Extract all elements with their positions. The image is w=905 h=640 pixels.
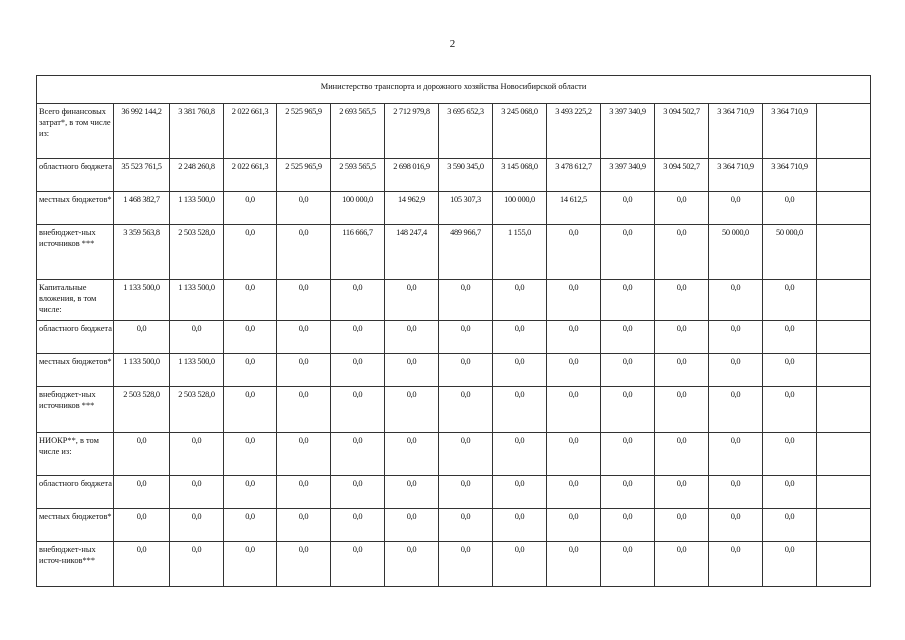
empty-cell (817, 476, 871, 509)
value-cell: 0,0 (277, 433, 331, 476)
table-row (37, 542, 871, 587)
value-cell: 0,0 (385, 542, 439, 587)
empty-cell (817, 159, 871, 192)
row-label: местных бюджетов* (37, 509, 114, 542)
value-cell: 100 000,0 (493, 192, 547, 225)
value-cell: 0,0 (277, 542, 331, 587)
value-cell: 0,0 (439, 476, 493, 509)
value-cell: 0,0 (601, 225, 655, 280)
row-label: внебюджет-ных источ-ников*** (37, 542, 114, 587)
value-cell: 0,0 (655, 354, 709, 387)
value-cell: 0,0 (331, 321, 385, 354)
value-cell: 489 966,7 (439, 225, 493, 280)
value-cell: 0,0 (114, 433, 170, 476)
value-cell: 0,0 (331, 387, 385, 433)
value-cell: 0,0 (709, 354, 763, 387)
value-cell: 0,0 (224, 387, 277, 433)
value-cell: 0,0 (709, 476, 763, 509)
value-cell: 0,0 (547, 542, 601, 587)
value-cell: 0,0 (763, 542, 817, 587)
value-cell: 2 022 661,3 (224, 159, 277, 192)
value-cell: 0,0 (709, 321, 763, 354)
value-cell: 0,0 (224, 354, 277, 387)
value-cell: 3 478 612,7 (547, 159, 601, 192)
value-cell: 0,0 (170, 476, 224, 509)
value-cell: 0,0 (277, 509, 331, 542)
value-cell: 2 698 016,9 (385, 159, 439, 192)
value-cell: 2 022 661,3 (224, 104, 277, 159)
value-cell: 0,0 (763, 433, 817, 476)
table-row (37, 104, 871, 159)
value-cell: 1 133 500,0 (170, 280, 224, 321)
value-cell: 0,0 (763, 280, 817, 321)
page-number: 2 (449, 38, 456, 50)
value-cell: 3 364 710,9 (709, 104, 763, 159)
value-cell: 2 503 528,0 (170, 225, 224, 280)
value-cell: 0,0 (331, 433, 385, 476)
value-cell: 0,0 (601, 509, 655, 542)
value-cell: 0,0 (170, 542, 224, 587)
empty-cell (817, 387, 871, 433)
table-row (37, 225, 871, 280)
value-cell: 2 693 565,5 (331, 104, 385, 159)
value-cell: 50 000,0 (763, 225, 817, 280)
value-cell: 0,0 (655, 192, 709, 225)
row-label: НИОКР**, в том числе из: (37, 433, 114, 476)
value-cell: 0,0 (493, 542, 547, 587)
value-cell: 0,0 (547, 354, 601, 387)
value-cell: 0,0 (655, 476, 709, 509)
value-cell: 0,0 (655, 387, 709, 433)
value-cell: 0,0 (170, 509, 224, 542)
value-cell: 1 133 500,0 (170, 354, 224, 387)
table-title: Министерство транспорта и дорожного хозяйства Новосибирской области (37, 76, 871, 104)
value-cell: 3 397 340,9 (601, 159, 655, 192)
empty-cell (817, 542, 871, 587)
value-cell: 1 133 500,0 (170, 192, 224, 225)
value-cell: 0,0 (547, 433, 601, 476)
value-cell: 3 359 563,8 (114, 225, 170, 280)
row-label: областного бюджета (37, 476, 114, 509)
value-cell: 0,0 (763, 509, 817, 542)
value-cell: 2 593 565,5 (331, 159, 385, 192)
value-cell: 0,0 (709, 192, 763, 225)
value-cell: 0,0 (439, 542, 493, 587)
table-row (37, 433, 871, 476)
value-cell: 0,0 (170, 433, 224, 476)
value-cell: 0,0 (385, 354, 439, 387)
value-cell: 2 248 260,8 (170, 159, 224, 192)
value-cell: 3 145 068,0 (493, 159, 547, 192)
value-cell: 0,0 (331, 280, 385, 321)
value-cell: 0,0 (655, 509, 709, 542)
value-cell: 0,0 (114, 321, 170, 354)
empty-cell (817, 433, 871, 476)
value-cell: 1 133 500,0 (114, 280, 170, 321)
value-cell: 2 503 528,0 (170, 387, 224, 433)
value-cell: 3 397 340,9 (601, 104, 655, 159)
value-cell: 0,0 (385, 321, 439, 354)
value-cell: 3 695 652,3 (439, 104, 493, 159)
row-label: внебюджет-ных источников *** (37, 387, 114, 433)
value-cell: 0,0 (224, 476, 277, 509)
row-label: Всего финансовых затрат*, в том числе из: (37, 104, 114, 159)
value-cell: 36 992 144,2 (114, 104, 170, 159)
value-cell: 0,0 (224, 542, 277, 587)
value-cell: 0,0 (601, 192, 655, 225)
value-cell: 105 307,3 (439, 192, 493, 225)
row-label: внебюджет-ных источников *** (37, 225, 114, 280)
row-label: Капитальные вложения, в том числе: (37, 280, 114, 321)
value-cell: 0,0 (763, 387, 817, 433)
value-cell: 0,0 (224, 433, 277, 476)
value-cell: 0,0 (493, 476, 547, 509)
value-cell: 0,0 (385, 433, 439, 476)
value-cell: 0,0 (385, 280, 439, 321)
value-cell: 0,0 (547, 225, 601, 280)
value-cell: 0,0 (547, 476, 601, 509)
value-cell: 0,0 (385, 509, 439, 542)
value-cell: 0,0 (709, 509, 763, 542)
value-cell: 2 712 979,8 (385, 104, 439, 159)
empty-cell (817, 354, 871, 387)
value-cell: 0,0 (547, 321, 601, 354)
value-cell: 14 962,9 (385, 192, 439, 225)
value-cell: 0,0 (709, 433, 763, 476)
value-cell: 14 612,5 (547, 192, 601, 225)
value-cell: 0,0 (277, 354, 331, 387)
value-cell: 0,0 (493, 433, 547, 476)
value-cell: 0,0 (601, 542, 655, 587)
value-cell: 0,0 (224, 225, 277, 280)
value-cell: 0,0 (439, 387, 493, 433)
value-cell: 0,0 (277, 387, 331, 433)
value-cell: 0,0 (601, 433, 655, 476)
table-row (37, 387, 871, 433)
value-cell: 0,0 (277, 280, 331, 321)
value-cell: 0,0 (439, 433, 493, 476)
table-row (37, 192, 871, 225)
value-cell: 35 523 761,5 (114, 159, 170, 192)
value-cell: 0,0 (331, 354, 385, 387)
value-cell: 3 364 710,9 (763, 159, 817, 192)
value-cell: 3 364 710,9 (763, 104, 817, 159)
value-cell: 2 503 528,0 (114, 387, 170, 433)
value-cell: 3 094 502,7 (655, 104, 709, 159)
value-cell: 0,0 (224, 280, 277, 321)
table-row (37, 159, 871, 192)
table-row (37, 321, 871, 354)
value-cell: 0,0 (385, 387, 439, 433)
value-cell: 0,0 (709, 542, 763, 587)
row-label: областного бюджета (37, 159, 114, 192)
value-cell: 0,0 (601, 476, 655, 509)
table-row (37, 354, 871, 387)
value-cell: 0,0 (277, 192, 331, 225)
value-cell: 100 000,0 (331, 192, 385, 225)
value-cell: 0,0 (601, 280, 655, 321)
value-cell: 1 133 500,0 (114, 354, 170, 387)
value-cell: 0,0 (547, 280, 601, 321)
empty-cell (817, 104, 871, 159)
value-cell: 0,0 (601, 387, 655, 433)
value-cell: 0,0 (170, 321, 224, 354)
value-cell: 0,0 (277, 476, 331, 509)
value-cell: 0,0 (331, 542, 385, 587)
value-cell: 0,0 (601, 354, 655, 387)
value-cell: 3 364 710,9 (709, 159, 763, 192)
row-label: местных бюджетов* (37, 354, 114, 387)
value-cell: 0,0 (277, 321, 331, 354)
value-cell: 3 245 068,0 (493, 104, 547, 159)
value-cell: 0,0 (493, 387, 547, 433)
value-cell: 0,0 (331, 476, 385, 509)
value-cell: 0,0 (385, 476, 439, 509)
value-cell: 0,0 (224, 192, 277, 225)
value-cell: 1 468 382,7 (114, 192, 170, 225)
value-cell: 0,0 (493, 280, 547, 321)
row-label: областного бюджета (37, 321, 114, 354)
empty-cell (817, 192, 871, 225)
value-cell: 0,0 (114, 509, 170, 542)
value-cell: 3 381 760,8 (170, 104, 224, 159)
value-cell: 3 590 345,0 (439, 159, 493, 192)
value-cell: 0,0 (547, 387, 601, 433)
table-row (37, 280, 871, 321)
financing-table (36, 75, 871, 587)
value-cell: 0,0 (655, 280, 709, 321)
value-cell: 0,0 (709, 387, 763, 433)
value-cell: 0,0 (655, 542, 709, 587)
value-cell: 116 666,7 (331, 225, 385, 280)
value-cell: 0,0 (439, 321, 493, 354)
value-cell: 0,0 (493, 509, 547, 542)
value-cell: 50 000,0 (709, 225, 763, 280)
value-cell: 0,0 (655, 225, 709, 280)
table-row (37, 509, 871, 542)
value-cell: 0,0 (224, 509, 277, 542)
value-cell: 0,0 (114, 476, 170, 509)
empty-cell (817, 321, 871, 354)
value-cell: 0,0 (763, 321, 817, 354)
empty-cell (817, 280, 871, 321)
empty-cell (817, 509, 871, 542)
value-cell: 0,0 (601, 321, 655, 354)
table-row (37, 476, 871, 509)
value-cell: 0,0 (763, 476, 817, 509)
value-cell: 0,0 (655, 321, 709, 354)
value-cell: 0,0 (114, 542, 170, 587)
value-cell: 0,0 (655, 433, 709, 476)
value-cell: 0,0 (439, 509, 493, 542)
empty-cell (817, 225, 871, 280)
value-cell: 0,0 (763, 354, 817, 387)
value-cell: 1 155,0 (493, 225, 547, 280)
value-cell: 0,0 (547, 509, 601, 542)
value-cell: 0,0 (709, 280, 763, 321)
value-cell: 0,0 (493, 321, 547, 354)
value-cell: 2 525 965,9 (277, 159, 331, 192)
value-cell: 0,0 (439, 354, 493, 387)
value-cell: 0,0 (224, 321, 277, 354)
row-label: местных бюджетов* (37, 192, 114, 225)
value-cell: 3 493 225,2 (547, 104, 601, 159)
value-cell: 0,0 (493, 354, 547, 387)
value-cell: 0,0 (439, 280, 493, 321)
value-cell: 0,0 (763, 192, 817, 225)
value-cell: 2 525 965,9 (277, 104, 331, 159)
value-cell: 0,0 (277, 225, 331, 280)
value-cell: 3 094 502,7 (655, 159, 709, 192)
value-cell: 148 247,4 (385, 225, 439, 280)
value-cell: 0,0 (331, 509, 385, 542)
